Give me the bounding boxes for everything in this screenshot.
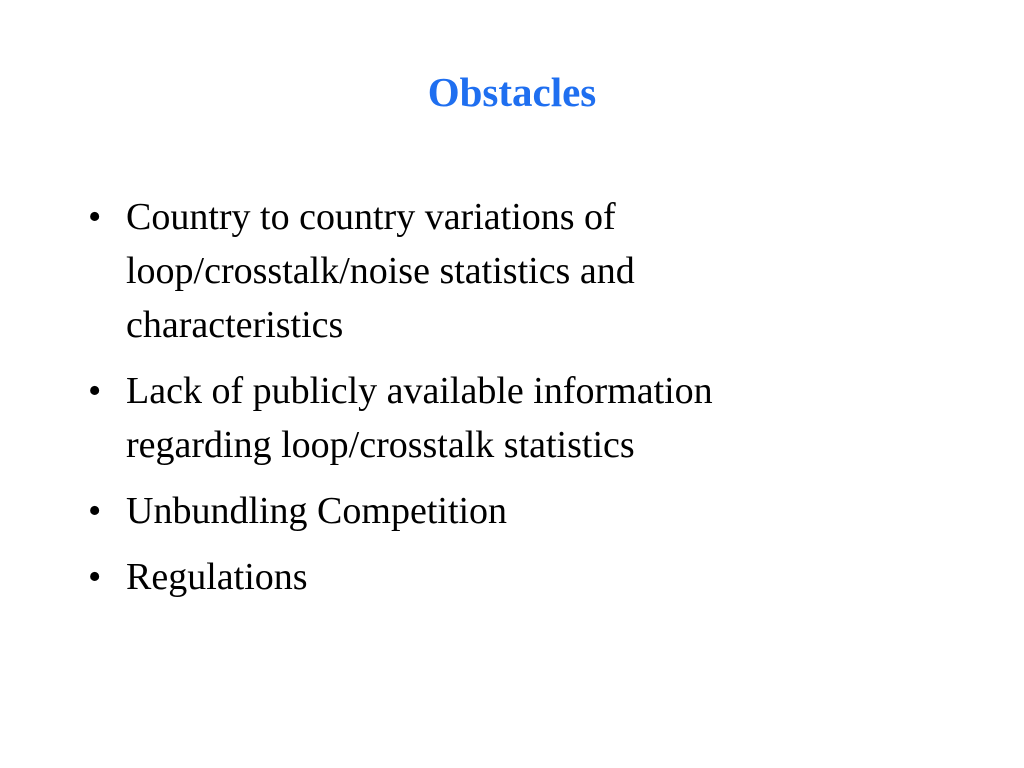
bullet-item-regulations (84, 550, 964, 604)
slide-title: Obstacles (427, 69, 597, 115)
bullet-item-lack-of-information (84, 364, 964, 472)
bullet-dot-icon: • (88, 490, 102, 532)
bullet-item-unbundling-competition (84, 484, 964, 538)
bullet-dot-icon: • (88, 556, 102, 598)
bullet-list (84, 190, 964, 616)
bullet-text: Unbundling Competition (126, 490, 508, 532)
bullet-text: Regulations (126, 556, 308, 598)
bullet-text: Lack of publicly available information regarding loop/crosstalk statistics (126, 370, 713, 466)
bullet-text: Country to country variations of loop/crosstalk/noise statistics and characteristics (126, 196, 635, 346)
bullet-item-country-variations (84, 190, 964, 352)
bullet-dot-icon: • (88, 196, 102, 238)
bullet-dot-icon: • (88, 370, 102, 412)
